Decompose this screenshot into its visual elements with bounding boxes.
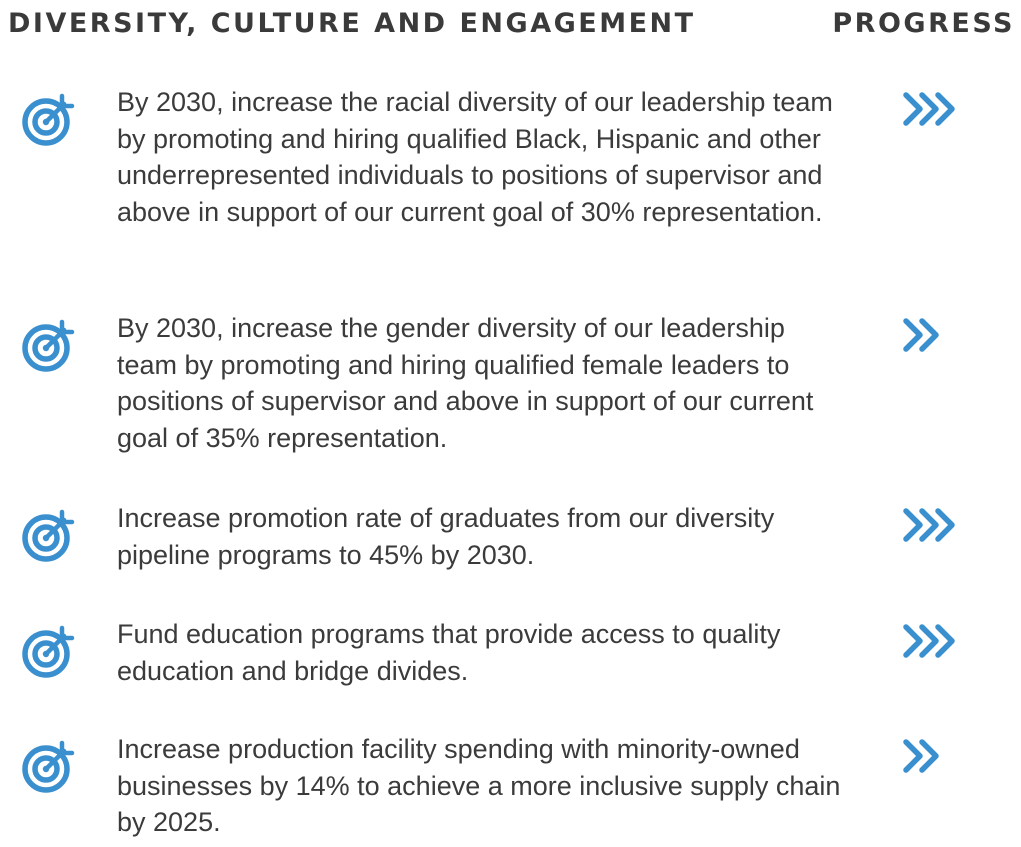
target-icon (20, 90, 78, 148)
progress-two-chevrons-icon (902, 315, 944, 355)
progress-two-chevrons-icon (902, 736, 944, 776)
progress-three-chevrons-icon (902, 505, 960, 545)
goal-text: By 2030, increase the racial diversity of our leadership team by promoting and hiring qualified Black, Hispanic and other underrepresented individuals to positions of supervisor and above in support of our current goal of 30% representation. (117, 87, 833, 227)
goal-text: By 2030, increase the gender diversity of our leadership team by promoting and hiring qualified female leaders to positions of supervisor and above in support of our current goal of 35% representation. (117, 313, 814, 453)
section-title: DIVERSITY, CULTURE AND ENGAGEMENT (8, 8, 696, 39)
goal-text: Fund education programs that provide access to quality education and bridge divides. (117, 619, 781, 686)
progress-three-chevrons-icon (902, 89, 960, 129)
goal-text: Increase production facility spending with minority-owned businesses by 14% to achieve a more inclusive supply chain by 2025. (117, 734, 841, 837)
target-icon (20, 737, 78, 795)
target-icon (20, 316, 78, 374)
goal-text: Increase promotion rate of graduates from our diversity pipeline programs to 45% by 2030. (117, 503, 775, 570)
target-icon (20, 622, 78, 680)
target-icon (20, 506, 78, 564)
progress-three-chevrons-icon (902, 621, 960, 661)
progress-column-header: PROGRESS (832, 8, 1015, 39)
